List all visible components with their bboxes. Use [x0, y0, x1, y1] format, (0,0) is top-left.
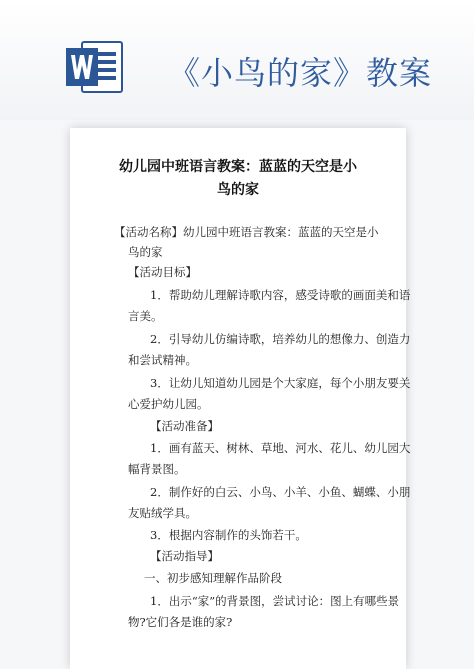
document-page [70, 128, 411, 669]
body-line: 3．根据内容制作的头饰若干。 [150, 528, 307, 542]
section-heading: 【活动准备】 [150, 419, 219, 433]
body-line: 幅背景图。 [128, 462, 186, 476]
lesson-title [104, 156, 372, 202]
body-line: 3．让幼儿知道幼儿园是个大家庭，每个小朋友要关 [150, 376, 411, 390]
body-line: 2．制作好的白云、小鸟、小羊、小鱼、蝴蝶、小朋 [150, 485, 411, 499]
section-heading: 【活动目标】 [128, 265, 197, 279]
body-line: 1．出示“家”的背景图，尝试讨论：图上有哪些景 [150, 594, 400, 608]
body-line: 一、初步感知理解作品阶段 [144, 571, 282, 585]
document-title: 《小鸟的家》教案 [168, 54, 433, 92]
lesson-title-line: 鸟的家 [217, 182, 259, 198]
body-line: 1．帮助幼儿理解诗歌内容，感受诗歌的画面美和语 [150, 288, 411, 302]
body-line: 2．引导幼儿仿编诗歌，培养幼儿的想像力、创造力 [150, 332, 411, 346]
body-line: 鸟的家 [128, 245, 163, 259]
word-document-icon [64, 38, 126, 96]
body-line: 心爱护幼儿园。 [128, 397, 209, 411]
body-line: 【活动名称】幼儿园中班语言教案：蓝蓝的天空是小 [114, 225, 379, 239]
body-line: 和尝试精神。 [128, 353, 197, 367]
body-line: 1．画有蓝天、树林、草地、河水、花儿、幼儿园大 [150, 441, 411, 455]
section-heading: 【活动指导】 [150, 549, 219, 563]
header-banner [0, 0, 474, 120]
body-line: 言美。 [128, 309, 163, 323]
body-line: 物?它们各是谁的家? [128, 615, 233, 629]
lesson-title-line: 幼儿园中班语言教案：蓝蓝的天空是小 [119, 159, 357, 175]
body-line: 友贴绒学具。 [128, 506, 197, 520]
